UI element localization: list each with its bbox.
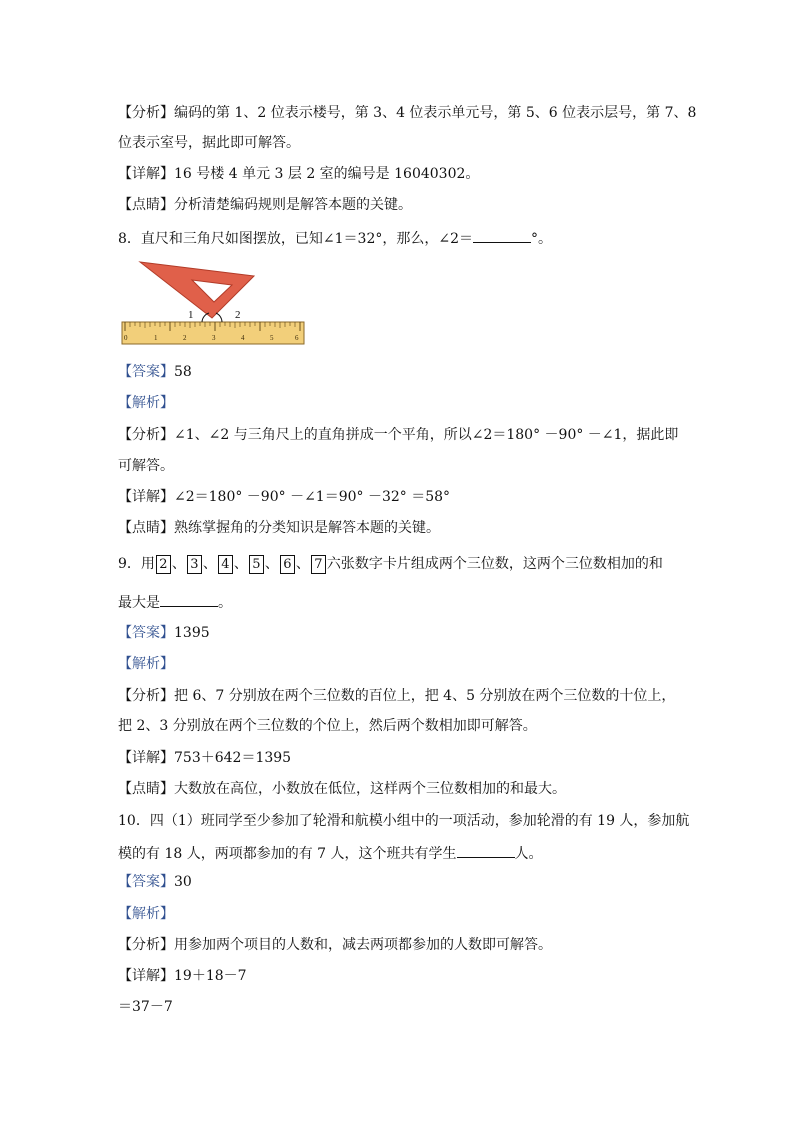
q9-answer: 1395 <box>174 625 210 641</box>
ruler-triangle-figure <box>120 258 310 354</box>
q10-stem-line2 <box>118 842 688 864</box>
q10-detail-line2: ＝37－7 <box>118 999 173 1015</box>
q8-answer-tag: 【答案】 <box>118 364 174 380</box>
q8-explain-tag: 【解析】 <box>118 395 174 411</box>
q9-stem-line1 <box>118 554 688 574</box>
q8-analysis-line1: 【分析】∠1、∠2 与三角尺上的直角拼成一个平角，所以∠2＝180° －90° －∠1，据此即 <box>118 427 679 443</box>
q9-answer-tag: 【答案】 <box>118 625 174 641</box>
digit-card-3: 3 <box>187 555 202 574</box>
q9-separator: 、 <box>171 556 186 572</box>
top-point: 【点睛】分析清楚编码规则是解答本题的关键。 <box>118 197 412 213</box>
q9-analysis-line2: 把 2、3 分别放在两个三位数的个位上，然后两个数相加即可解答。 <box>118 718 537 734</box>
q8-stem-before: 8．直尺和三角尺如图摆放，已知∠1＝32°，那么，∠2＝ <box>118 231 473 247</box>
angle-2-label: 2 <box>235 309 241 321</box>
digit-card-4: 4 <box>218 555 233 574</box>
ruler-triangle-svg <box>120 258 310 350</box>
q9-stem-line2-before: 最大是 <box>118 595 160 611</box>
digit-card-5: 5 <box>249 555 264 574</box>
q10-stem-line2-after: 人。 <box>514 846 543 862</box>
q8-stem-after: °。 <box>531 231 552 247</box>
ruler-tick-label-2: 2 <box>183 334 187 342</box>
q9-answer-line <box>118 623 688 643</box>
q9-separator: 、 <box>264 556 279 572</box>
q10-explain-tag: 【解析】 <box>118 906 174 922</box>
q10-answer: 30 <box>174 874 192 890</box>
ruler-tick-label-6: 6 <box>295 334 299 342</box>
q8-answer-line <box>118 362 688 382</box>
ruler-tick-label-3: 3 <box>212 334 216 342</box>
q9-explain-tag: 【解析】 <box>118 656 174 672</box>
q9-separator: 、 <box>295 556 310 572</box>
q10-stem-line2-before: 模的有 18 人，两项都参加的有 7 人，这个班共有学生 <box>118 846 457 862</box>
q9-prefix: 9．用 <box>118 556 155 572</box>
q9-stem-line2-after: 。 <box>218 595 232 611</box>
q10-answer-blank <box>457 842 515 858</box>
digit-card-2: 2 <box>156 555 171 574</box>
q8-point: 【点睛】熟练掌握角的分类知识是解答本题的关键。 <box>118 520 440 536</box>
top-analysis-line1: 【分析】编码的第 1、2 位表示楼号，第 3、4 位表示单元号，第 5、6 位表示层号，第 7、8 <box>118 105 697 121</box>
ruler-tick-label-4: 4 <box>241 334 245 342</box>
q9-stem-line2 <box>118 591 688 613</box>
q10-analysis: 【分析】用参加两个项目的人数和，减去两项都参加的人数即可解答。 <box>118 937 552 953</box>
q9-separator: 、 <box>202 556 217 572</box>
digit-card-7: 7 <box>311 555 326 574</box>
q8-answer: 58 <box>174 364 192 380</box>
q9-separator: 、 <box>233 556 248 572</box>
top-detail: 【详解】16 号楼 4 单元 3 层 2 室的编号是 16040302。 <box>118 166 480 182</box>
q8-answer-blank <box>473 227 531 243</box>
angle-2-arc <box>216 313 222 322</box>
ruler-tick-label-5: 5 <box>270 334 274 342</box>
q10-answer-line <box>118 872 688 892</box>
top-analysis-line2: 位表示室号，据此即可解答。 <box>118 135 300 151</box>
angle-1-label: 1 <box>188 309 194 321</box>
ruler-tick-label-0: 0 <box>124 334 128 342</box>
q10-stem-line1: 10．四（1）班同学至少参加了轮滑和航模小组中的一项活动，参加轮滑的有 19 人，参加航 <box>118 813 690 829</box>
q9-answer-blank <box>160 591 218 607</box>
q9-detail: 【详解】753＋642＝1395 <box>118 750 292 766</box>
q8-detail: 【详解】∠2＝180° －90° －∠1＝90° －32° ＝58° <box>118 489 451 505</box>
q9-stem-after-cards: 六张数字卡片组成两个三位数，这两个三位数相加的和 <box>326 556 663 572</box>
ruler-tick-label-1: 1 <box>154 334 158 342</box>
q9-analysis-line1: 【分析】把 6、7 分别放在两个三位数的百位上，把 4、5 分别放在两个三位数的十位上， <box>118 688 676 704</box>
q10-detail-line1: 【详解】19＋18－7 <box>118 968 247 984</box>
q10-answer-tag: 【答案】 <box>118 874 174 890</box>
q8-analysis-line2: 可解答。 <box>118 458 174 474</box>
q8-stem <box>118 227 688 249</box>
q9-point: 【点睛】大数放在高位，小数放在低位，这样两个三位数相加的和最大。 <box>118 781 566 797</box>
digit-card-6: 6 <box>280 555 295 574</box>
